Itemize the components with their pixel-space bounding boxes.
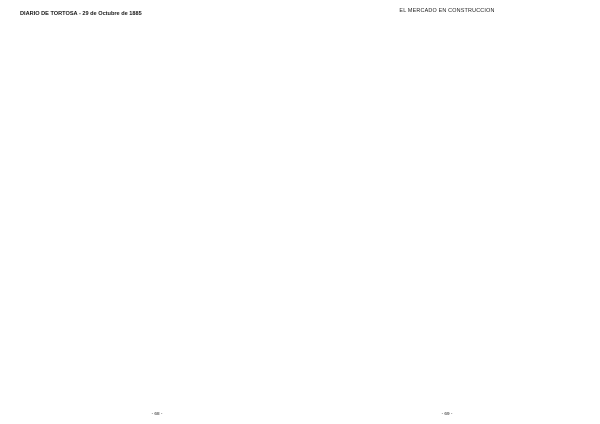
source-masthead: DIARIO DE TORTOSA - 29 de Octubre de 1885: [20, 10, 142, 17]
right-page: [310, 8, 584, 416]
article-heading: EL MERCADO EN CONSTRUCCIÓN: [399, 8, 495, 14]
left-page: [20, 8, 294, 416]
page-number: - 68 -: [151, 411, 163, 416]
page-number: - 69 -: [441, 411, 453, 416]
